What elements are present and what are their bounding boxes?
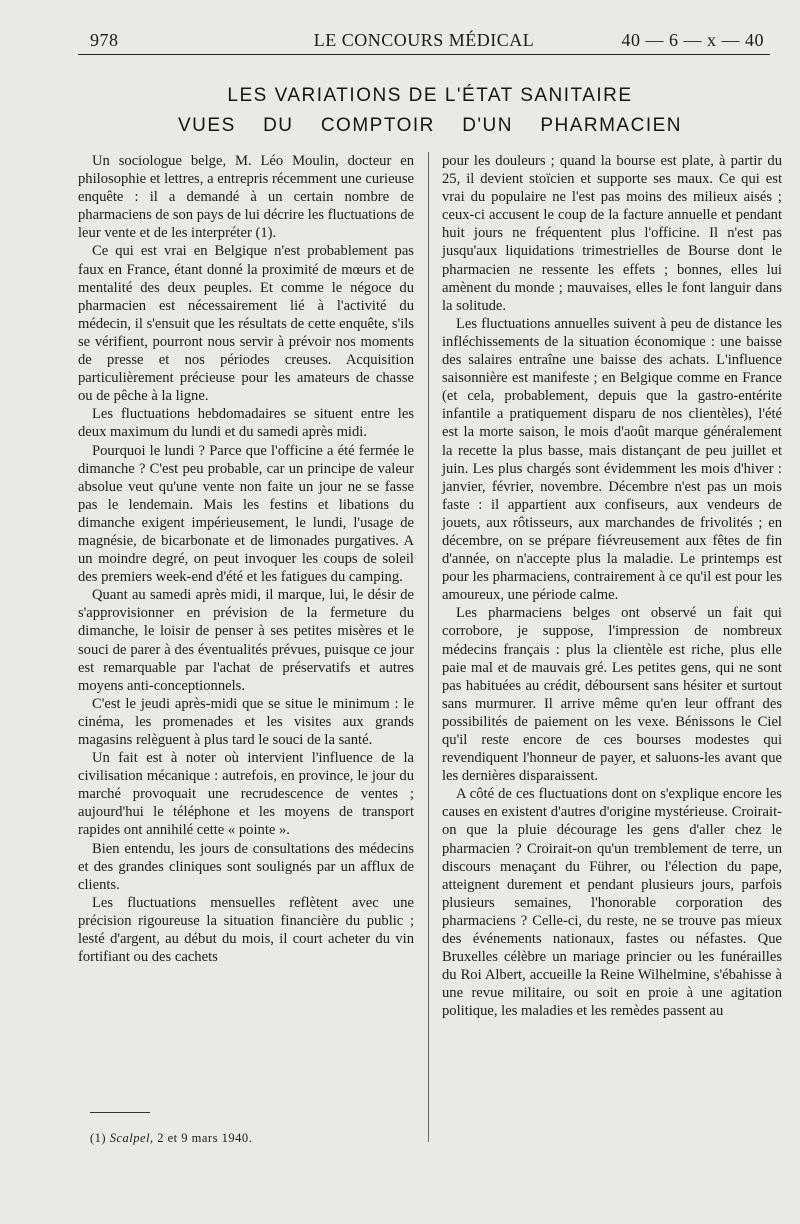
paragraph: Un fait est à noter où intervient l'influence de la civilisation mécanique : autrefois, en province, le jour du marché provoquait une recrudescence de ventes ; aujourd'hui le téléphone et les moyens de transport rapides ont annihilé cette « pointe ». <box>78 750 414 839</box>
footnote-text: 2 et 9 mars 1940. <box>157 1131 253 1145</box>
journal-title: LE CONCOURS MÉDICAL <box>313 30 535 50</box>
paragraph: C'est le jeudi après-midi que se situe le minimum : le cinéma, les promenades et les visites aux grands magasins relèguent à plus tard le souci de la santé. <box>78 695 414 748</box>
article-title-line1: LES VARIATIONS DE L'ÉTAT SANITAIRE <box>227 85 633 106</box>
left-column <box>78 152 414 966</box>
paragraph: Pourquoi le lundi ? Parce que l'officine a été fermée le dimanche ? C'est peu probable, car un principe de valeur absolue veut qu'une vente non faite un jour ne se fasse pas le lendemain. Mais les festins et libations du dimanche exigent impérieusement, le lundi, l'usage de magnésie, de bicarbonate et de limonades purgatives. A un moindre degré, on peut invoquer les coups de soleil des premiers week-end d'été et les fatigues du camping. <box>78 442 414 586</box>
paragraph: A côté de ces fluctuations dont on s'explique encore les causes en existent d'autres d'origine mystérieuse. Croirait-on que la pluie décourage les gens d'aller chez le pharmacien ? Croirait-on qu'un tremblement de terre, un discours menaçant du Führer, ou l'élection du pape, atteignent durement et pendant plusieurs jours, parfois plusieurs semaines, l'honorable corporation des pharmaciens ? Celle-ci, du reste, ne se trouve pas mieux des événements nationaux, fastes ou néfastes. Que Bruxelles célèbre un mariage princier ou les funérailles du Roi Albert, accueille la Reine Wilhelmine, s'ébahisse à une revue militaire, ou soit en proie à une agitation politique, les maladies et les remèdes passent au <box>442 786 782 1020</box>
paragraph: Un sociologue belge, M. Léo Moulin, docteur en philosophie et lettres, a entrepris récemment une curieuse enquête : il a demandé à un certain nombre de pharmaciens de son pays de lui décrire les fluctuations de leur vente et de les interpréter (1). <box>78 153 414 242</box>
paragraph: Quant au samedi après midi, il marque, lui, le désir de s'approvisionner en prévision de la fermeture du dimanche, le loisir de penser à ses petites misères et le souci de parer à des éventualités prévues, puisque ce jour est remarquable par l'achat de préservatifs et autres moyens anti-conceptionnels. <box>78 587 414 694</box>
paragraph: Les fluctuations hebdomadaires se situent entre les deux maximum du lundi et du samedi après midi. <box>78 406 414 441</box>
footnote-source: Scalpel, <box>109 1131 154 1145</box>
footnote-rule <box>90 1112 150 1113</box>
issue-date: 40 — 6 — x — 40 <box>621 30 764 50</box>
article-title-line2: VUES DU COMPTOIR D'UN PHARMACIEN <box>178 115 682 136</box>
paragraph: Les fluctuations mensuelles reflètent avec une précision rigoureuse la situation financière du public ; lesté d'argent, au début du mois, il court acheter du vin fortifiant ou des cachets <box>78 894 414 966</box>
column-divider <box>428 152 429 1142</box>
footnote <box>90 1131 252 1146</box>
paragraph: Les fluctuations annuelles suivent à peu de distance les infléchissements de la situation économique : une baisse des salaires entraîne une baisse des achats. L'influence saisonnière est manifeste ; en Belgique comme en France (et cela, probablement, depuis que la gastro-entérite infantile a pratiquement disparu de nos clientèles), l'été est la morte saison, le mois d'août marque généralement la recette la plus basse, mais distançant de peu juillet et juin. Les plus chargés sont évidemment les mois d'hiver : janvier, février, novembre. Décembre n'est pas un mois faste : il appartient aux confiseurs, aux vendeurs de jouets, aux rôtisseurs, aux marchandes de frivolités ; en décembre, on se prépare fiévreusement aux fêtes de fin d'année, on n'accepte plus la maladie. Le printemps est pour les pharmaciens, contrairement à ce qu'il est pour les amoureux, une période calme. <box>442 315 782 604</box>
running-header <box>78 30 770 55</box>
paragraph: Bien entendu, les jours de consultations des médecins et des grandes cliniques sont soulignés par un afflux de clients. <box>78 840 414 893</box>
page-number: 978 <box>90 30 119 50</box>
paragraph: Ce qui est vrai en Belgique n'est probablement pas faux en France, étant donné la proximité de mœurs et de mentalité des deux peuples. Et comme le négoce du pharmacien est nécessairement lié à l'activité du médecin, il s'ensuit que les résultats de cette enquête, s'ils se vérifient, pourront nous servir à prévoir nos moments de presse et nos périodes creuses. Acquisition particulièrement précieuse pour les amateurs de chasse ou de pêche à la ligne. <box>78 243 414 405</box>
right-column <box>442 152 782 1021</box>
paragraph: pour les douleurs ; quand la bourse est plate, à partir du 25, il devient stoïcien et supporte ses maux. Ce qui est vrai du populaire ne l'est pas moins des milieux aisés ; ceux-ci accusent le coup de la facture annuelle et pendant huit jours ne fréquentent plus l'officine. Il n'est pas jusqu'aux liquidations trimestrielles de Bourse dont le pharmacien ne ressente les effets ; bonnes, elles lui amènent du monde ; mauvaises, elles le font languir dans la solitude. <box>442 153 782 314</box>
footnote-marker: (1) <box>90 1131 107 1145</box>
paragraph: Les pharmaciens belges ont observé un fait qui corrobore, je suppose, l'impression de nombreux médecins français : plus la clientèle est riche, plus elle paie mal et de mauvais gré. Les petites gens, qui ne sont pas habituées au crédit, déboursent sans hésiter et surtout sans murmurer. Il arrive même qu'en leur offrant des possibilités de paiement on les vexe. Bénissons le Ciel qu'il reste encore de ces bourses modestes qui revendiquent l'honneur de payer, et saluons-les avant que les dernières disparaissent. <box>442 605 782 785</box>
